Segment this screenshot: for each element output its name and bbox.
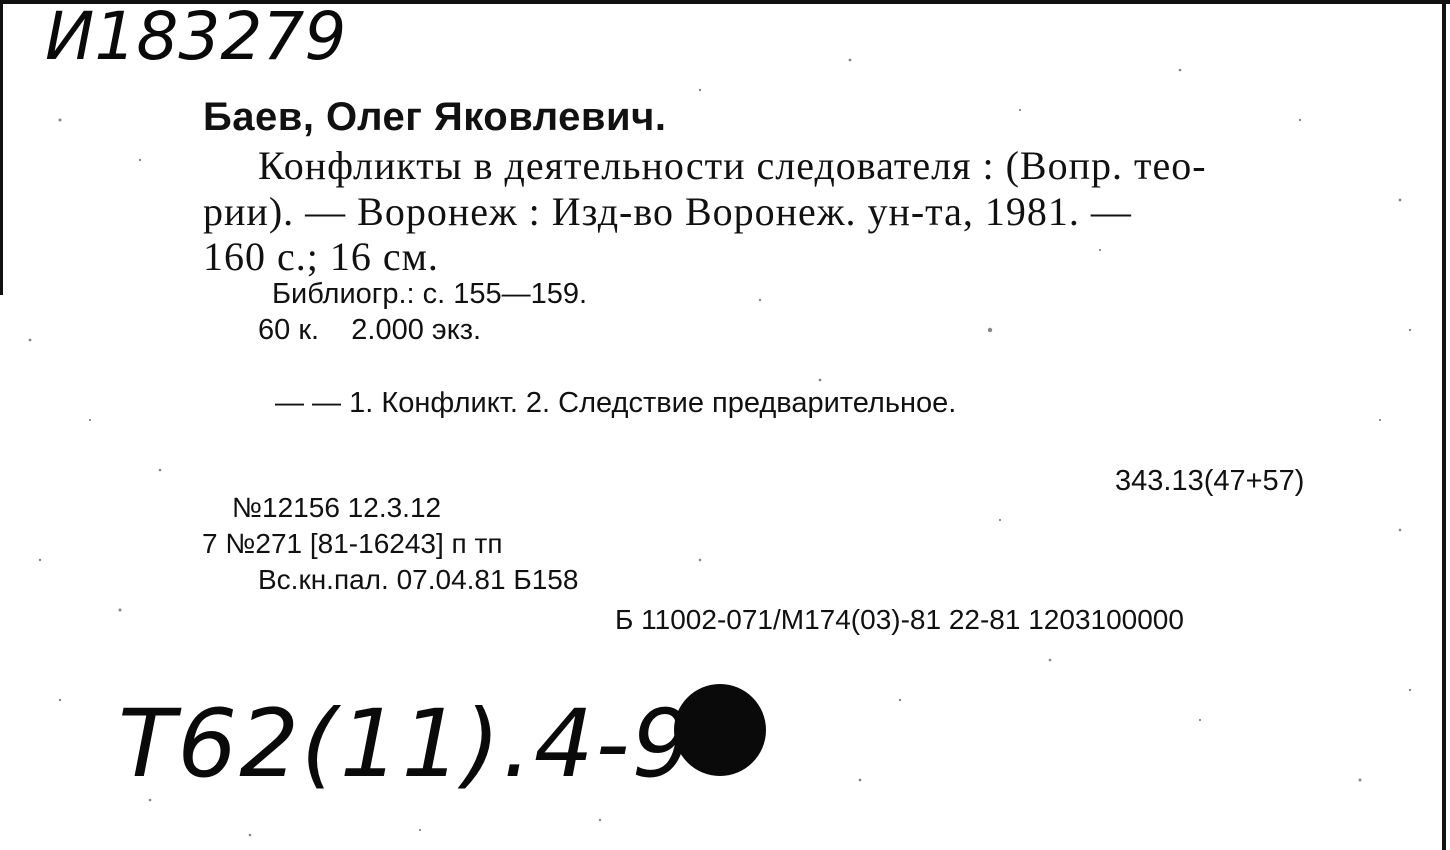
subject-headings: — — 1. Конфликт. 2. Следствие предварительное. (275, 387, 957, 419)
author-heading: Баев, Олег Яковлевич. (203, 95, 667, 139)
order-line: 7 №271 [81-16243] п тп (202, 528, 503, 559)
classification-index: 343.13(47+57) (1115, 465, 1305, 497)
bibliography-note: Библиогр.: с. 155—159. (272, 278, 588, 310)
price-and-copies: 60 к. 2.000 экз. (258, 314, 482, 346)
record-number: №12156 12.3.12 (232, 492, 442, 523)
code-line: Б 11002-071/М174(03)-81 22-81 1203100000 (615, 604, 1184, 635)
title-line-1: Конфликты в деятельности следователя : (Вопр. тео- (258, 143, 1207, 188)
shelf-mark: Т62(11).4-9 (118, 690, 694, 799)
title-line-2: рии). — Воронеж : Изд-во Воронеж. ун-та, 1981. — (203, 189, 1132, 234)
title-line-3: 160 с.; 16 см. (203, 234, 439, 279)
book-chamber-line: Вс.кн.пал. 07.04.81 Б158 (258, 564, 579, 595)
inventory-number: И183279 (45, 0, 347, 75)
